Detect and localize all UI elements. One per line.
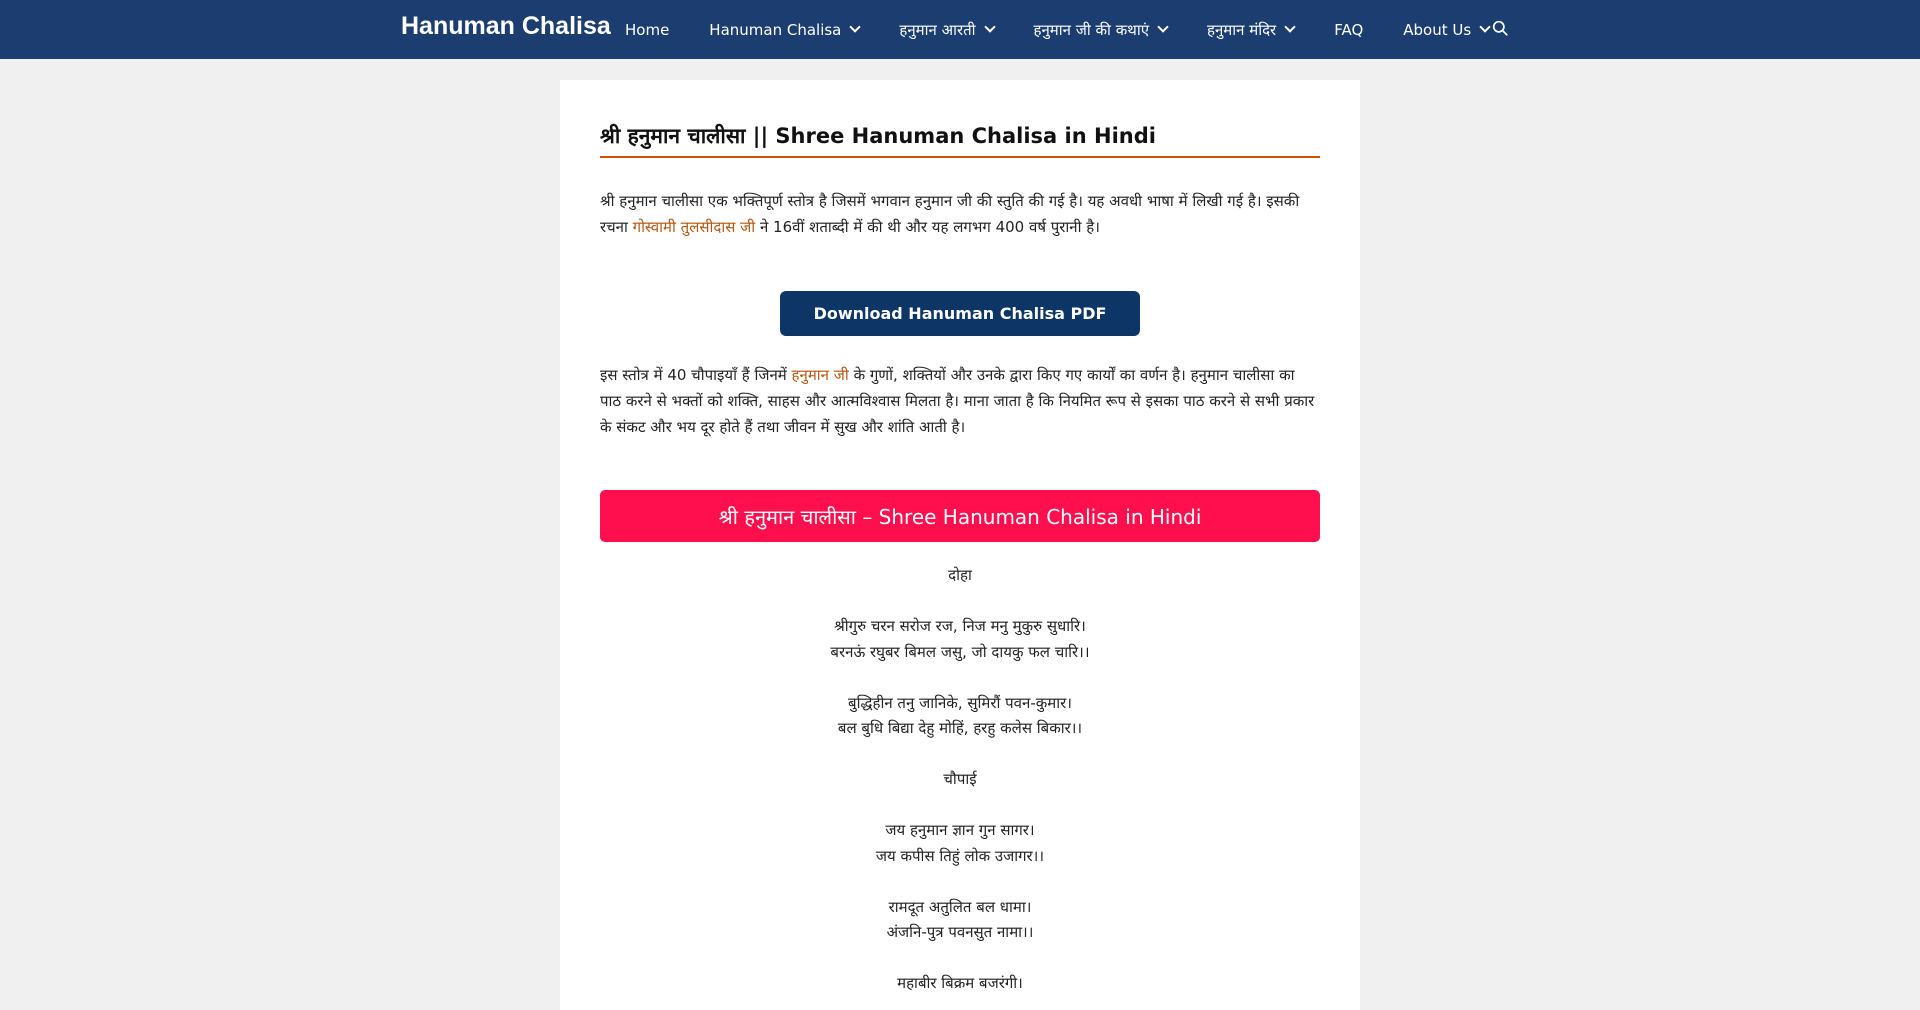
- nav-item-0[interactable]: [625, 21, 669, 39]
- nav-item-label: हनुमान जी की कथाएं: [1033, 20, 1149, 39]
- nav-item-label: Hanuman Chalisa: [709, 20, 842, 39]
- verse-gap: [600, 742, 1320, 768]
- verse-line: रामदूत अतुलित बल धामा।: [888, 897, 1032, 916]
- section-heading-banner: श्री हनुमान चालीसा – Shree Hanuman Chalisa in Hindi: [600, 490, 1320, 542]
- intro-text-end: ने 16वीं शताब्दी में की थी और यह लगभग 400 वर्ष पुरानी है।: [755, 218, 1100, 236]
- nav-item-label: About Us: [1403, 20, 1472, 39]
- intro-paragraph: [600, 188, 1320, 240]
- verse-line: अंजनि-पुत्र पवनसुत नामा।।: [886, 923, 1034, 941]
- verse-gap: [600, 946, 1320, 972]
- chalisa-verses: [600, 563, 1320, 997]
- verse-gap: [600, 793, 1320, 819]
- site-brand[interactable]: Hanuman Chalisa: [401, 12, 611, 40]
- nav-item-label: हनुमान आरती: [899, 20, 976, 39]
- nav-item-5[interactable]: [1334, 21, 1363, 39]
- nav-item-label: Home: [625, 20, 670, 39]
- nav-item-label: हनुमान मंदिर: [1207, 20, 1277, 39]
- body-text: इस स्तोत्र में 40 चौपाइयाँ हैं जिनमें: [600, 366, 792, 384]
- body-paragraph: [600, 362, 1320, 440]
- nav-item-1[interactable]: [709, 21, 859, 39]
- verse-gap: [600, 589, 1320, 615]
- verse-line: बुद्धिहीन तनु जानिके, सुमिरौं पवन-कुमार।: [848, 693, 1072, 712]
- verse-line: बल बुधि बिद्या देहु मोहिं, हरहु कलेस बिकार।।: [837, 719, 1083, 737]
- intro-text: श्री हनुमान चालीसा एक भक्तिपूर्ण स्तोत्र है जिसमें भगवान हनुमान जी की स्तुति की गई है। यह अवधी भाषा में लिखी गई है। इसकी रचना: [600, 192, 1300, 236]
- chevron-down-icon: [1480, 21, 1491, 32]
- chevron-down-icon: [984, 21, 995, 32]
- verse-line: चौपाई: [943, 770, 977, 788]
- download-pdf-button[interactable]: Download Hanuman Chalisa PDF: [780, 291, 1140, 336]
- nav-item-2[interactable]: [899, 20, 993, 40]
- nav-item-4[interactable]: [1207, 20, 1294, 40]
- nav-item-label: FAQ: [1334, 20, 1364, 39]
- verse-line: बरनऊं रघुबर बिमल जसु, जो दायकु फल चारि।।: [830, 642, 1090, 661]
- verse-line: श्रीगुरु चरन सरोज रज, निज मनु मुकुरु सुधारि।: [834, 617, 1086, 635]
- verse-gap: [600, 869, 1320, 895]
- top-navbar: [0, 0, 1920, 59]
- body-text-end: के गुणों, शक्तियों और उनके द्वारा किए गए कार्यों का वर्णन है। हनुमान चालीसा का पाठ करने से भक्तों को शक्ति, साहस और आत्मविश्वास मिलता है। माना जाता है कि नियमित रूप से इसका पाठ करने से सभी प्रकार के संकट और भय दूर होते हैं तथा जीवन में सुख और शांति आती है।: [600, 366, 1315, 436]
- hanuman-ji-link[interactable]: हनुमान जी: [791, 366, 849, 384]
- nav-item-6[interactable]: [1403, 21, 1489, 39]
- chevron-down-icon: [1157, 21, 1168, 32]
- chevron-down-icon: [1285, 21, 1296, 32]
- verse-line: जय हनुमान ज्ञान गुन सागर।: [885, 821, 1035, 839]
- verse-line: जय कपीस तिहुं लोक उजागर।।: [875, 846, 1045, 865]
- article-card: [560, 80, 1360, 1010]
- main-menu: [625, 0, 1529, 59]
- search-icon[interactable]: [1492, 20, 1509, 37]
- nav-item-3[interactable]: [1034, 20, 1167, 40]
- verse-line: दोहा: [948, 566, 972, 584]
- chevron-down-icon: [850, 21, 861, 32]
- verse-gap: [600, 665, 1320, 691]
- page-title: श्री हनुमान चालीसा || Shree Hanuman Chalisa in Hindi: [600, 122, 1320, 158]
- tulsidas-link[interactable]: गोस्वामी तुलसीदास जी: [632, 218, 756, 236]
- verse-line: महाबीर बिक्रम बजरंगी।: [897, 974, 1023, 992]
